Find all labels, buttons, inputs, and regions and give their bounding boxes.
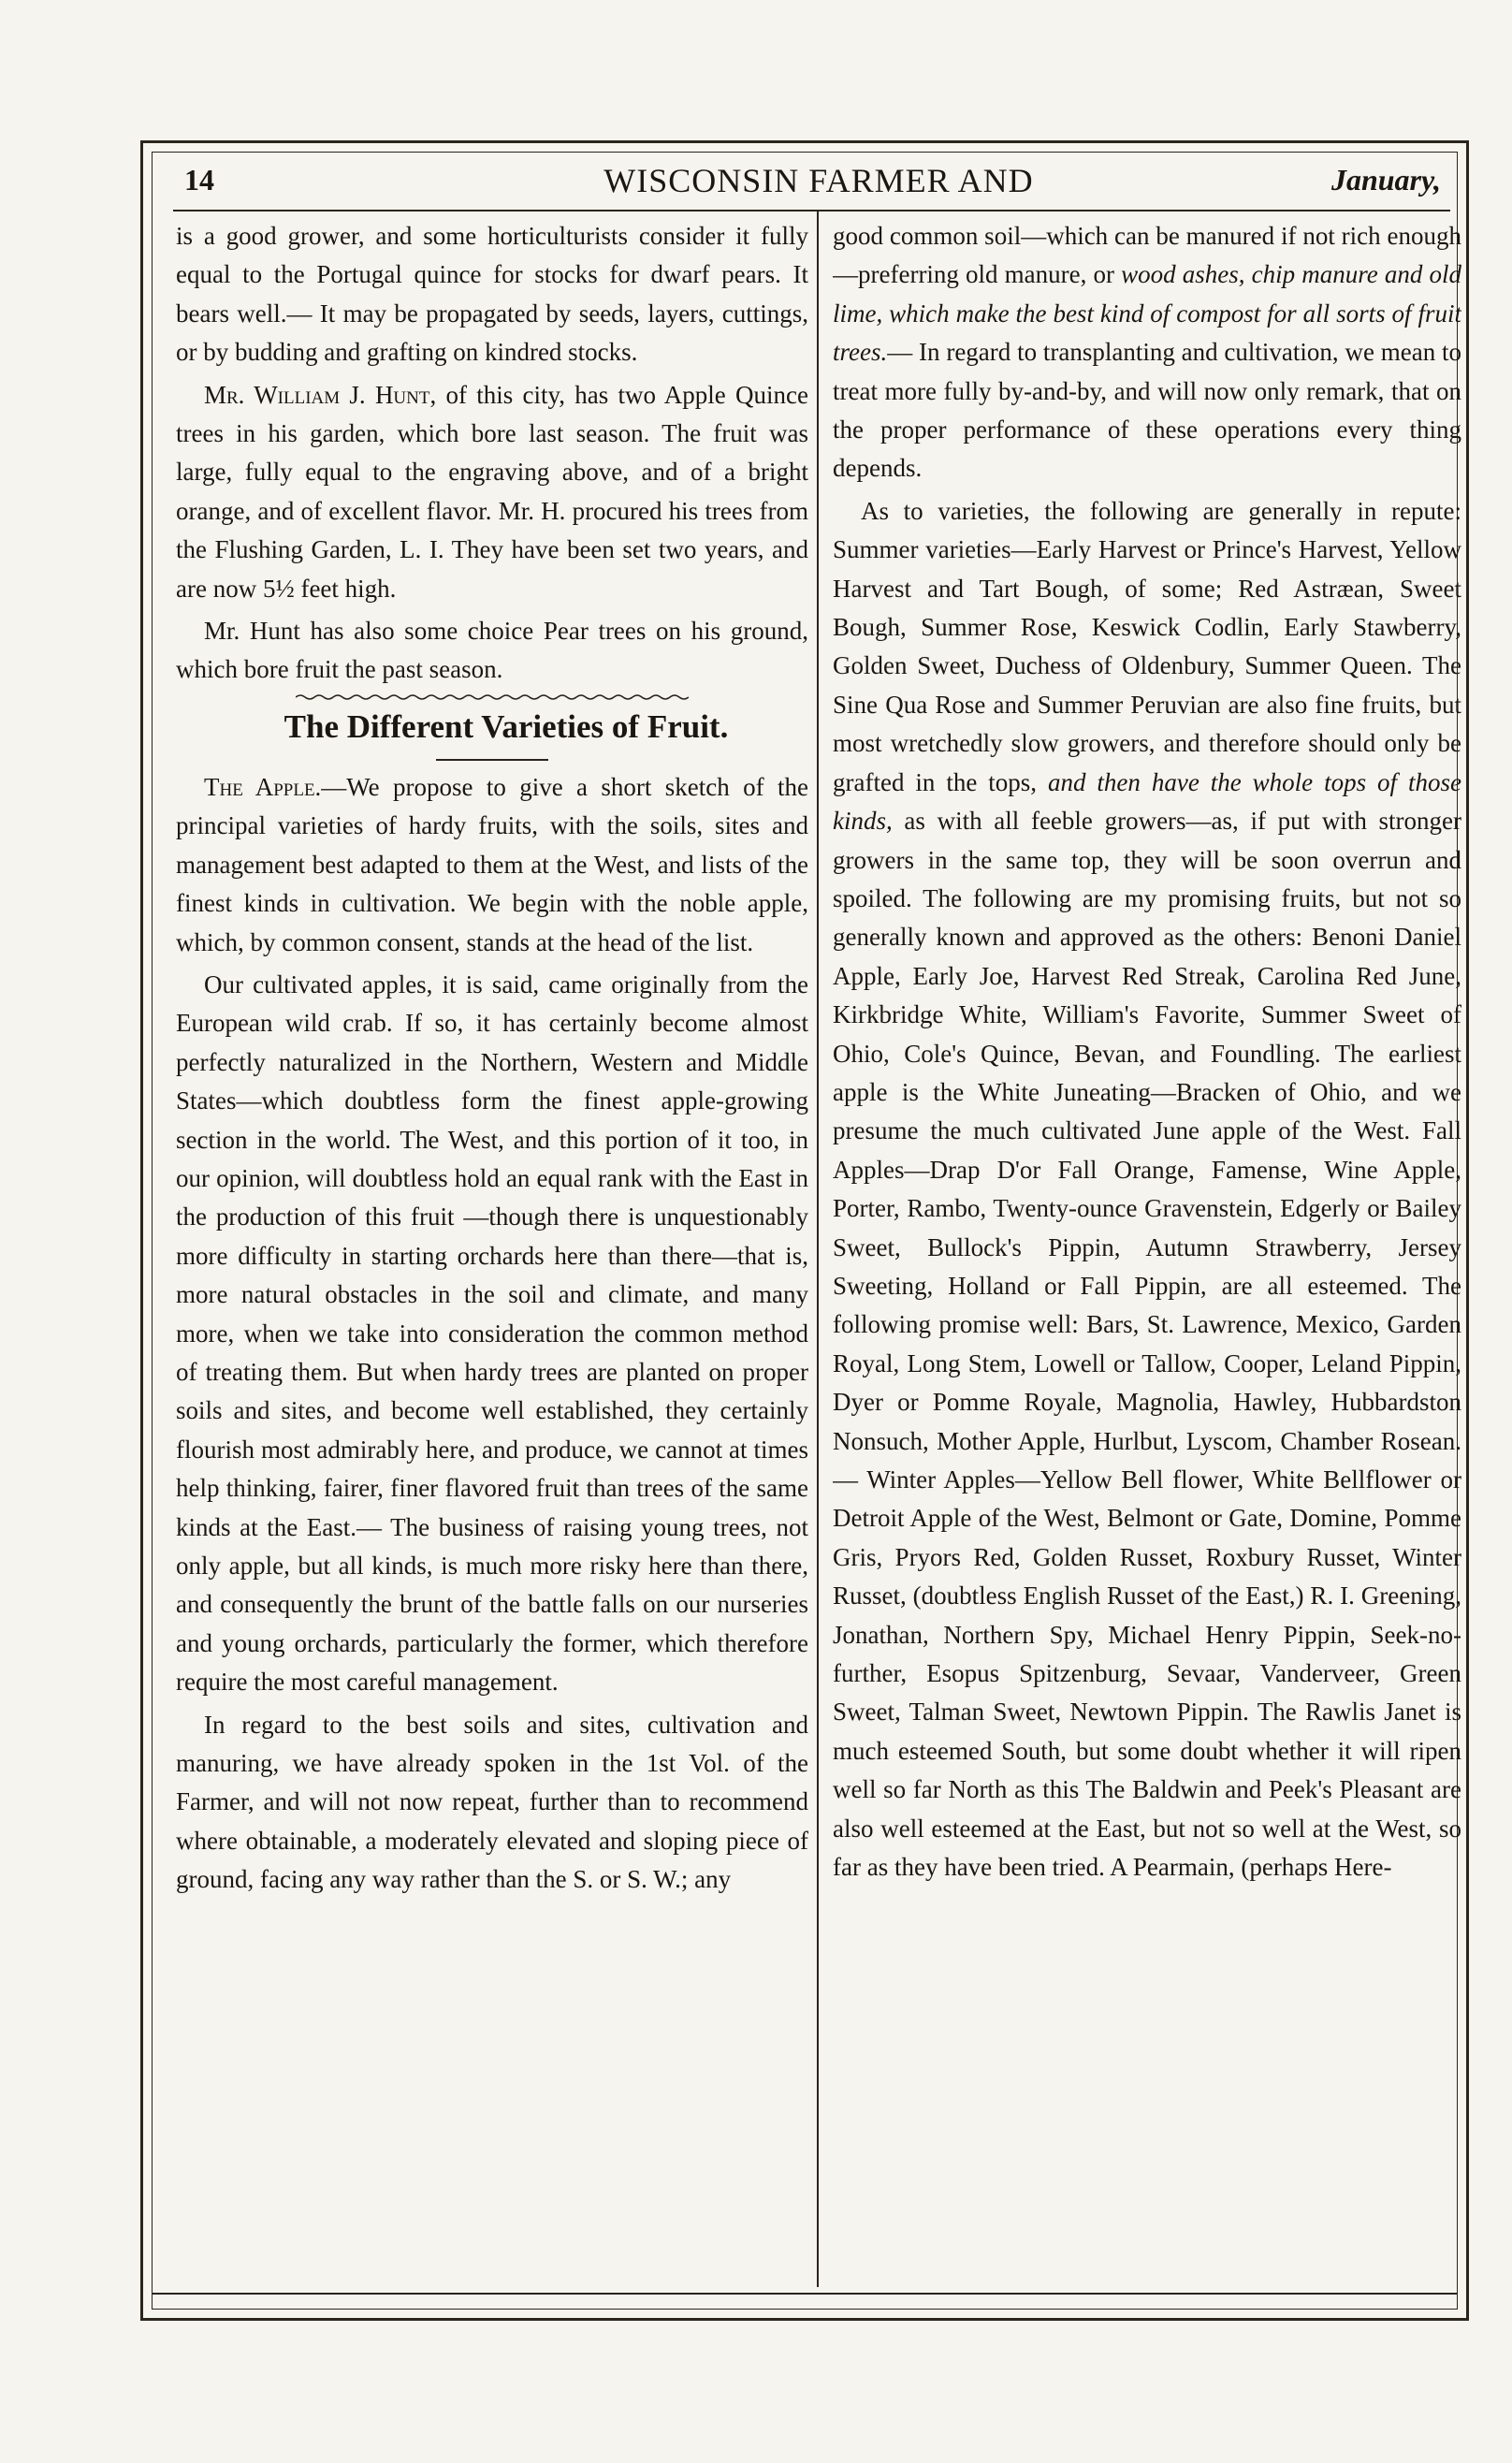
section-lead: The Apple. [204,772,322,801]
header-rule [173,210,1450,211]
ornamental-rule [296,693,689,701]
person-name: Mr. William J. Hunt, [204,380,437,409]
paragraph-pear: Mr. Hunt has also some choice Pear trees on his ground, which bore fruit the past season. [176,617,808,684]
bottom-rule [152,2293,1458,2295]
left-column [176,217,808,2285]
title-rule [436,759,548,761]
page-number: 14 [184,163,214,197]
right-column [833,217,1461,2285]
article-title: The Different Varieties of Fruit. [284,707,729,745]
italic-emphasis: and then have the whole tops of those kinds, [833,767,1461,836]
paragraph-apple-intro: The Apple.—We propose to give a short sketch of the principal varieties of hardy fruits, with the soils, sites and management best adapted to them at the West, and lists of the finest kinds in cultivation. We begin with the noble apple, which, by common consent, stands at the head of the list. [176,772,808,956]
running-month: January, [1330,163,1441,197]
running-title: WISCONSIN FARMER AND [603,162,1034,199]
paragraph-varieties: As to varieties, the following are generally in repute: Summer varieties—Early Harvest or Prince's Harvest, Yellow Harvest and Tart Bough, of some; Red Astræan, Sweet Bough, Summer Rose, Keswick Codlin, Early Stawberry, Golden Sweet, Duchess of Oldenbury, Summer Queen. The Sine Qua Rose and Summer Peruvian are also fine fruits, but most wretchedly slow growers, and therefore should only be grafted in the tops, and then have the whole tops of those kinds, as with all feeble growers—as, if put with stronger growers in the same top, they will be soon overrun and spoiled. The following are my promising fruits, but not so generally known and approved as the others: Benoni Daniel Apple, Early Joe, Harvest Red Streak, Carolina Red June, Kirkbridge White, William's Favorite, Summer Sweet of Ohio, Cole's Quince, Bevan, and Foundling. The earliest apple is the White Juneating—Bracken of Ohio, and we presume the much cultivated June apple of the West. Fall Apples—Drap D'or Fall Orange, Famense, Wine Apple, Porter, Rambo, Twenty-ounce Gravenstein, Edgerly or Bailey Sweet, Bullock's Pippin, Autumn Strawberry, Jersey Sweeting, Holland or Fall Pippin, are all esteemed. The following promise well: Bars, St. Lawrence, Mexico, Garden Royal, Long Stem, Lowell or Tallow, Cooper, Leland Pippin, Dyer or Pomme Royale, Magnolia, Hawley, Hubbardston Nonsuch, Mother Apple, Hurlbut, Lyscom, Chamber Rosean.— Winter Apples—Yellow Bell flower, White Bellflower or Detroit Apple of the West, Belmont or Gate, Domine, Pomme Gris, Pryors Red, Golden Russet, Roxbury Russet, Winter Russet, (doubtless English Russet of the East,) R. I. Greening, Jonathan, Northern Spy, Michael Henry Pippin, Seek-no-further, Esopus Spitzenburg, Sevaar, Vanderveer, Green Sweet, Talman Sweet, Newtown Pippin. The Rawlis Janet is much esteemed South, but some doubt whether it will ripen well so far North as this The Baldwin and Peek's Pleasant are also well esteemed at the East, but not so well at the West, so far as they have been tried. A Pearmain, (perhaps Here- [833,496,1461,1882]
paragraph-hunt: Mr. William J. Hunt, of this city, has two Apple Quince trees in his garden, which bore last season. The fruit was large, fully equal to the engraving above, and of a bright orange, and of excellent flavor. Mr. H. procured his trees from the Flushing Garden, L. I. They have been set two years, and are now 5½ feet high. [176,380,808,603]
column-divider [817,211,819,2287]
italic-emphasis: wood ashes, chip manure and old lime, which make the best kind of compost for all sorts of fruit trees. [833,260,1461,367]
page-header [173,157,1464,213]
paragraph-origin: Our cultivated apples, it is said, came originally from the European wild crab. If so, it has certainly become almost perfectly naturalized in the Northern, Western and Middle States—which doubtless form the finest apple-growing section in the world. The West, and this portion of it too, in our opinion, will doubtless hold an equal rank with the East in the production of this fruit —though there is unquestionably more difficulty in starting orchards here than there—that is, more natural obstacles in the soil and climate, and many more, when we take into consideration the common method of treating them. But when hardy trees are planted on proper soils and sites, and become well established, they certainly flourish most admirably here, and produce, we cannot at times help thinking, fairer, finer flavored fruit than trees of the same kinds at the East.— The business of raising young trees, not only apple, but all kinds, is much more risky here than there, and consequently the brunt of the battle falls on our nurseries and young orchards, particularly the former, which therefore require the most careful management. [176,969,808,1697]
paragraph-compost: good common soil—which can be manured if not rich enough—preferring old manure, or wood ashes, chip manure and old lime, which make the best kind of compost for all sorts of fruit trees.— In regard to transplanting and cultivation, we mean to treat more fully by-and-by, and will now only remark, that on the proper performance of these operations every thing depends. [833,222,1461,483]
paragraph-soils: In regard to the best soils and sites, cultivation and manuring, we have already spoken in the 1st Vol. of the Farmer, and will not now repeat, further than to recommend where obtainable, a moderately elevated and sloping piece of ground, facing any way rather than the S. or S. W.; any [176,1710,808,1894]
paragraph-quince: is a good grower, and some horticulturists consider it fully equal to the Portugal quince for stocks for dwarf pears. It bears well.— It may be propagated by seeds, layers, cuttings, or by budding and grafting on kindred stocks. [176,222,808,367]
